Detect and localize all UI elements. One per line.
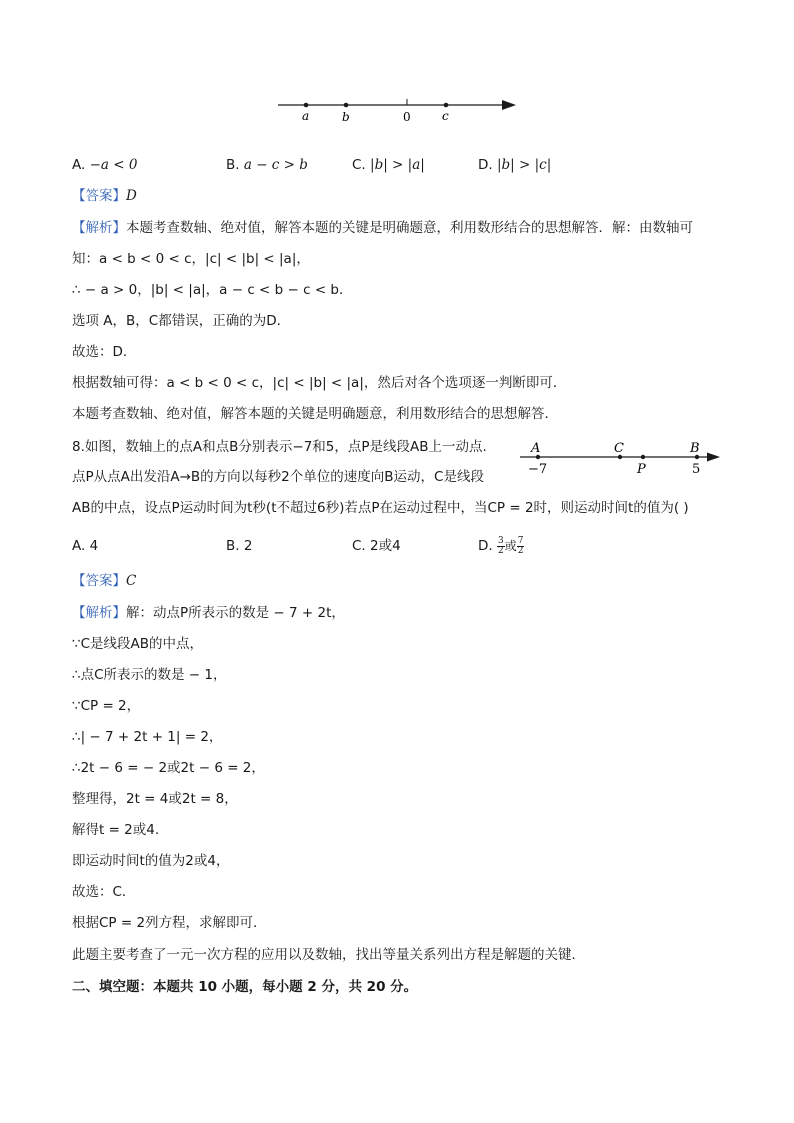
q8-analysis-line-10: 故选：C． xyxy=(72,884,136,900)
label-B: B xyxy=(690,441,700,456)
q8-analysis-line-12: 此题主要考查了一元一次方程的应用以及数轴，找出等量关系列出方程是解题的关键． xyxy=(72,947,585,963)
point-b xyxy=(344,103,349,108)
q8-question-line-3: AB的中点，设点P运动时间为t秒(t不超过6秒)若点P在运动过程中，当CP = 2时，则运动时间t的值为( ) xyxy=(72,500,689,516)
label-C: C xyxy=(614,441,624,456)
fraction-seven-halves: $\frac{7}{2}$ xyxy=(517,535,524,556)
q7-option-d: D. |b| > |c| xyxy=(478,157,552,173)
q7-analysis-line-2: 知：a < b < 0 < c，|c| < |b| < |a|， xyxy=(72,251,310,267)
point-c xyxy=(444,103,449,108)
label-minus-seven: −7 xyxy=(528,462,548,477)
q8-answer-line: 【答案】C xyxy=(72,573,137,589)
q8-analysis-line-6: ∴2t − 6 = − 2或2t − 6 = 2， xyxy=(72,760,265,776)
q7-analysis-line-5: 故选：D． xyxy=(72,344,137,360)
q7-option-a: A. −a < 0 xyxy=(72,157,138,173)
q8-option-b: B. 2 xyxy=(226,538,253,554)
fraction-three-halves: $\frac{3}{2}$ xyxy=(497,535,504,556)
q7-analysis-line-1: 【解析】本题考查数轴、绝对值，解答本题的关键是明确题意，利用数形结合的思想解答．解：由数轴可 xyxy=(72,220,693,236)
q8-analysis-line-4: ∵CP = 2， xyxy=(72,698,141,714)
number-line-figure-1 xyxy=(270,92,520,128)
q7-option-c: C. |b| > |a| xyxy=(352,157,425,173)
q8-analysis-line-8: 解得t = 2或4. xyxy=(72,822,160,838)
q8-option-c: C. 2或4 xyxy=(352,538,401,554)
number-line-figure-2 xyxy=(516,438,726,478)
q8-question-line-2: 点P从点A出发沿A→B的方向以每秒2个单位的速度向B运动，C是线段 xyxy=(72,469,484,485)
q7-analysis-line-6: 根据数轴可得：a < b < 0 < c，|c| < |b| < |a|，然后对各个选项逐一判断即可． xyxy=(72,375,567,391)
label-zero: 0 xyxy=(403,110,411,124)
label-c: c xyxy=(442,109,449,123)
label-a: a xyxy=(302,109,310,123)
point-a xyxy=(304,103,309,108)
q7-analysis-line-7: 本题考查数轴、绝对值，解答本题的关键是明确题意，利用数形结合的思想解答． xyxy=(72,406,558,422)
q8-analysis-line-7: 整理得，2t = 4或2t = 8， xyxy=(72,791,238,807)
label-b: b xyxy=(342,110,350,124)
q8-analysis-line-9: 即运动时间t的值为2或4， xyxy=(72,853,230,869)
q7-analysis-line-3: ∴ − a > 0，|b| < |a|，a − c < b − c < b． xyxy=(72,282,353,298)
label-P: P xyxy=(637,462,646,477)
section-heading-fill-blank: 二、填空题：本题共 10 小题，每小题 2 分，共 20 分。 xyxy=(72,979,418,995)
q8-analysis-line-3: ∴点C所表示的数是 − 1， xyxy=(72,667,227,683)
point-P xyxy=(641,455,645,459)
q8-option-d: D. $\frac{3}{2}$ 或 $\frac{7}{2}$ xyxy=(478,535,524,556)
q8-question-line-1: 8.如图，数轴上的点A和点B分别表示−7和5，点P是线段AB上一动点. xyxy=(72,439,487,455)
q8-analysis-line-11: 根据CP = 2列方程，求解即可． xyxy=(72,915,267,931)
q7-option-b: B. a − c > b xyxy=(226,157,308,173)
label-five: 5 xyxy=(692,462,701,477)
q7-answer-line: 【答案】D xyxy=(72,188,137,204)
label-A: A xyxy=(531,441,541,456)
q8-option-a: A. 4 xyxy=(72,538,99,554)
q7-analysis-line-4: 选项 A，B，C都错误，正确的为D． xyxy=(72,313,291,329)
q8-analysis-line-5: ∴| − 7 + 2t + 1| = 2， xyxy=(72,729,223,745)
q8-analysis-line-1: 【解析】解：动点P所表示的数是 − 7 + 2t， xyxy=(72,605,345,621)
q8-analysis-line-2: ∵C是线段AB的中点， xyxy=(72,636,204,652)
